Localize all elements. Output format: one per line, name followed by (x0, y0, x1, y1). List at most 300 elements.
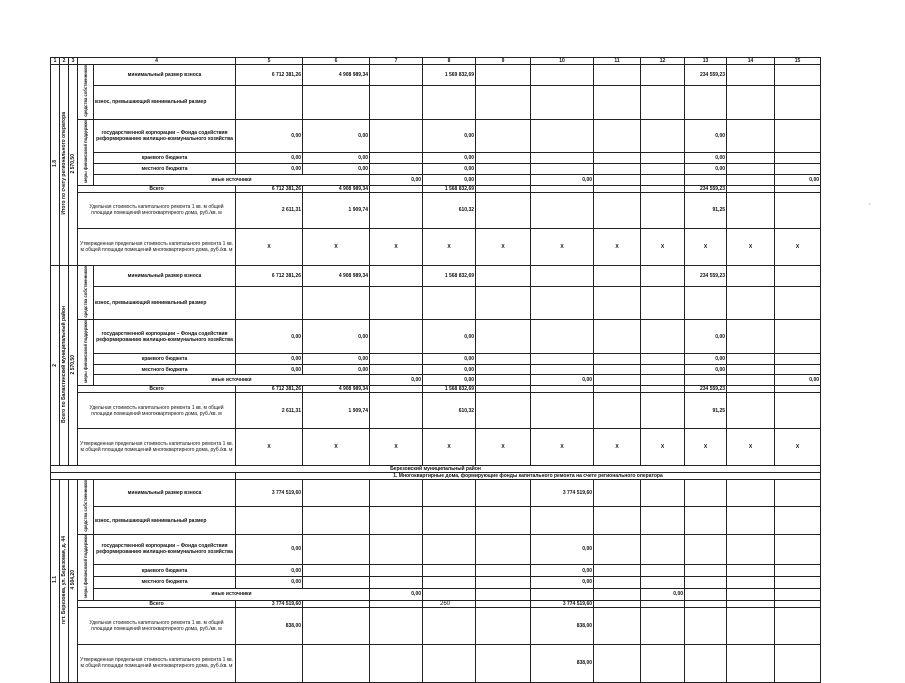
value-cell (476, 607, 531, 644)
row-label: краевого бюджета (94, 153, 236, 164)
header-cell: 13 (685, 58, 727, 65)
value-cell (775, 507, 821, 534)
value-cell (641, 320, 685, 354)
value-cell: 0,00 (775, 375, 821, 386)
value-cell (531, 320, 594, 354)
value-cell: X (476, 228, 531, 265)
row-label: иные источники (94, 174, 370, 185)
value-cell (775, 644, 821, 682)
value-cell (476, 164, 531, 175)
row-label: иные источники (94, 375, 370, 386)
value-cell (370, 565, 423, 577)
value-cell (531, 65, 594, 86)
header-cell: 4 (78, 58, 236, 65)
value-cell (370, 576, 423, 588)
value-cell (727, 185, 775, 192)
value-cell (370, 192, 423, 228)
value-cell (641, 480, 685, 507)
value-cell (303, 534, 370, 564)
house-area (69, 480, 78, 683)
value-cell (727, 119, 775, 153)
value-cell (236, 286, 303, 319)
value-cell (685, 375, 727, 386)
value-cell (775, 286, 821, 319)
value-cell: 0,00 (685, 119, 727, 153)
value-cell (775, 600, 821, 607)
value-cell (641, 375, 685, 386)
value-cell (423, 588, 476, 600)
row-label: минимальный размер взноса (94, 265, 236, 286)
value-cell (303, 86, 370, 119)
value-cell (423, 507, 476, 534)
row-label: Утвержденная предельная стоимость капитального ремонта 1 кв. м общей площади помещений многоквартирного дома, руб./кв. м (78, 644, 236, 682)
header-cell: 3 (69, 58, 78, 65)
value-cell: 0,00 (303, 364, 370, 375)
value-cell (775, 265, 821, 286)
owner-funds-text: средства собственников (83, 65, 88, 117)
owner-funds-text: средства собственников (83, 480, 88, 532)
row-label: Утвержденная предельная стоимость капитального ремонта 1 кв. м общей площади помещений многоквартирного дома, руб./кв. м (78, 228, 236, 265)
row-label: Удельная стоимость капитального ремонта 1 кв. м общей площади помещений многоквартирного дома, руб./кв. м (78, 192, 236, 228)
value-cell (775, 153, 821, 164)
value-cell (303, 480, 370, 507)
value-cell (423, 534, 476, 564)
value-cell: X (775, 228, 821, 265)
data-row (51, 265, 821, 286)
house-name-text: Всего по Балахтинский муниципальный район (61, 305, 67, 423)
value-cell (594, 353, 641, 364)
data-row (51, 153, 821, 164)
data-row (51, 86, 821, 119)
value-cell (641, 534, 685, 564)
value-cell: 0,00 (236, 353, 303, 364)
value-cell (370, 86, 423, 119)
house-name (60, 265, 69, 466)
value-cell: 0,00 (685, 164, 727, 175)
value-cell (727, 286, 775, 319)
value-cell: X (531, 228, 594, 265)
value-cell: 0,00 (423, 119, 476, 153)
value-cell: 0,00 (531, 534, 594, 564)
value-cell (641, 600, 685, 607)
data-row (51, 119, 821, 153)
data-row (51, 386, 821, 393)
row-label: краевого бюджета (94, 353, 236, 364)
data-row (51, 607, 821, 644)
value-cell (594, 534, 641, 564)
header-cell: 7 (370, 58, 423, 65)
value-cell (685, 174, 727, 185)
value-cell (303, 286, 370, 319)
value-cell (370, 353, 423, 364)
value-cell (685, 480, 727, 507)
value-cell (685, 565, 727, 577)
value-cell: X (641, 228, 685, 265)
value-cell: 3 774 519,60 (531, 600, 594, 607)
value-cell (727, 386, 775, 393)
value-cell (531, 153, 594, 164)
value-cell (370, 600, 423, 607)
district-title: Березовский муниципальный район (51, 466, 821, 473)
value-cell (727, 174, 775, 185)
data-row (51, 174, 821, 185)
value-cell (476, 119, 531, 153)
value-cell (727, 600, 775, 607)
value-cell (476, 192, 531, 228)
value-cell: 1 568 832,69 (423, 185, 476, 192)
value-cell (727, 393, 775, 429)
value-cell: 3 774 519,60 (236, 480, 303, 507)
value-cell (685, 600, 727, 607)
value-cell (303, 576, 370, 588)
value-cell (594, 86, 641, 119)
header-cell: 8 (423, 58, 476, 65)
value-cell: 0,00 (236, 534, 303, 564)
value-cell: 6 712 381,26 (236, 185, 303, 192)
value-cell: 0,00 (303, 164, 370, 175)
value-cell (531, 164, 594, 175)
data-row (51, 185, 821, 192)
value-cell (594, 375, 641, 386)
header-cell: 11 (594, 58, 641, 65)
value-cell (641, 164, 685, 175)
value-cell: 0,00 (236, 364, 303, 375)
row-label: взнос, превышающий минимальный размер (94, 507, 236, 534)
value-cell: 0,00 (531, 375, 594, 386)
value-cell (727, 480, 775, 507)
header-cell: 9 (476, 58, 531, 65)
value-cell (531, 86, 594, 119)
value-cell: 610,32 (423, 393, 476, 429)
section-spacer (51, 473, 236, 480)
value-cell (476, 286, 531, 319)
value-cell (423, 607, 476, 644)
value-cell (476, 185, 531, 192)
district-row (51, 466, 821, 473)
value-cell (641, 265, 685, 286)
value-cell: 0,00 (423, 364, 476, 375)
value-cell: 6 712 381,26 (236, 386, 303, 393)
value-cell (303, 600, 370, 607)
value-cell (370, 119, 423, 153)
value-cell (476, 480, 531, 507)
value-cell (594, 386, 641, 393)
value-cell (594, 644, 641, 682)
value-cell (685, 286, 727, 319)
value-cell: X (641, 429, 685, 466)
data-row (51, 286, 821, 319)
value-cell (727, 576, 775, 588)
value-cell (775, 164, 821, 175)
value-cell (476, 265, 531, 286)
section-title: 1. Многоквартирные дома, формирующие фонды капитального ремонта на счете регионального оператора (236, 473, 821, 480)
value-cell (641, 393, 685, 429)
value-cell (531, 393, 594, 429)
owner-funds-group (78, 65, 94, 120)
value-cell: 0,00 (303, 320, 370, 354)
value-cell (727, 192, 775, 228)
value-cell: 0,00 (303, 153, 370, 164)
value-cell: 1 568 832,69 (423, 265, 476, 286)
row-label: Всего (78, 185, 236, 192)
value-cell (641, 185, 685, 192)
value-cell (727, 607, 775, 644)
value-cell (775, 185, 821, 192)
value-cell (727, 644, 775, 682)
header-cell: 10 (531, 58, 594, 65)
value-cell (370, 164, 423, 175)
house-area-text: 2 570,50 (70, 154, 76, 174)
data-row (51, 644, 821, 682)
value-cell (476, 534, 531, 564)
value-cell (594, 192, 641, 228)
value-cell: 0,00 (236, 164, 303, 175)
value-cell (476, 600, 531, 607)
owner-funds-group (78, 265, 94, 320)
value-cell: X (685, 429, 727, 466)
value-cell (370, 286, 423, 319)
value-cell (476, 588, 531, 600)
value-cell: 0,00 (531, 576, 594, 588)
data-row (51, 164, 821, 175)
house-name (60, 65, 69, 266)
value-cell (727, 86, 775, 119)
value-cell (641, 364, 685, 375)
data-row (51, 393, 821, 429)
value-cell: 0,00 (775, 174, 821, 185)
value-cell (775, 119, 821, 153)
row-label: Удельная стоимость капитального ремонта 1 кв. м общей площади помещений многоквартирного дома, руб./кв. м (78, 607, 236, 644)
value-cell (423, 86, 476, 119)
data-row (51, 576, 821, 588)
value-cell (727, 364, 775, 375)
house-area-text: 2 570,50 (70, 354, 76, 375)
value-cell (531, 353, 594, 364)
row-label: минимальный размер взноса (94, 480, 236, 507)
row-label: Всего (78, 600, 236, 607)
data-row (51, 534, 821, 564)
value-cell: X (370, 228, 423, 265)
value-cell (370, 65, 423, 86)
value-cell: X (727, 429, 775, 466)
value-cell (423, 644, 476, 682)
value-cell (476, 174, 531, 185)
row-label: государственной корпорации – Фонда содействия реформированию жилищно-коммунального хозяйства (94, 534, 236, 564)
value-cell (641, 153, 685, 164)
value-cell (531, 507, 594, 534)
data-row (51, 65, 821, 86)
value-cell (775, 364, 821, 375)
value-cell: 0,00 (423, 353, 476, 364)
value-cell (370, 320, 423, 354)
header-cell: 15 (775, 58, 821, 65)
value-cell (476, 65, 531, 86)
value-cell (476, 386, 531, 393)
value-cell (594, 153, 641, 164)
value-cell (303, 607, 370, 644)
value-cell (727, 375, 775, 386)
row-label: Утвержденная предельная стоимость капитального ремонта 1 кв. м общей площади помещений многоквартирного дома, руб./кв. м (78, 429, 236, 466)
value-cell (594, 119, 641, 153)
value-cell (641, 65, 685, 86)
value-cell: 0,00 (236, 119, 303, 153)
value-cell (531, 286, 594, 319)
house-name-text: Итого по счету регионального оператора (61, 112, 67, 216)
value-cell (594, 588, 641, 600)
value-cell (594, 576, 641, 588)
value-cell (423, 286, 476, 319)
value-cell (370, 185, 423, 192)
data-row (51, 600, 821, 607)
value-cell (594, 174, 641, 185)
house-area (69, 65, 78, 266)
value-cell (775, 65, 821, 86)
value-cell (685, 534, 727, 564)
value-cell (236, 644, 303, 682)
value-cell: 0,00 (641, 588, 685, 600)
value-cell: 0,00 (685, 353, 727, 364)
value-cell: 0,00 (685, 153, 727, 164)
value-cell: 0,00 (423, 153, 476, 164)
value-cell: 2 611,31 (236, 393, 303, 429)
value-cell (727, 65, 775, 86)
value-cell (641, 286, 685, 319)
item-number (51, 65, 60, 266)
value-cell (370, 480, 423, 507)
house-area (69, 265, 78, 466)
value-cell (641, 119, 685, 153)
value-cell (727, 153, 775, 164)
value-cell: X (531, 429, 594, 466)
value-cell: 838,00 (531, 607, 594, 644)
value-cell (641, 644, 685, 682)
row-label: взнос, превышающий минимальный размер (94, 86, 236, 119)
value-cell (641, 192, 685, 228)
row-label: местного бюджета (94, 364, 236, 375)
value-cell (531, 119, 594, 153)
value-cell (370, 393, 423, 429)
value-cell (727, 534, 775, 564)
value-cell (423, 480, 476, 507)
value-cell (594, 600, 641, 607)
value-cell: X (594, 429, 641, 466)
row-label: государственной корпорации – Фонда содействия реформированию жилищно-коммунального хозяйства (94, 320, 236, 354)
value-cell: 3 774 519,60 (531, 480, 594, 507)
value-cell: X (236, 228, 303, 265)
support-group (78, 534, 94, 600)
value-cell: 1 909,74 (303, 192, 370, 228)
data-row (51, 429, 821, 466)
data-row (51, 480, 821, 507)
data-row (51, 320, 821, 354)
value-cell (370, 265, 423, 286)
value-cell (685, 644, 727, 682)
header-cell: 14 (727, 58, 775, 65)
value-cell: 91,25 (685, 192, 727, 228)
value-cell: X (594, 228, 641, 265)
value-cell: 0,00 (531, 174, 594, 185)
value-cell: 2 611,31 (236, 192, 303, 228)
value-cell: 234 559,23 (685, 185, 727, 192)
value-cell (641, 386, 685, 393)
data-row (51, 228, 821, 265)
value-cell: 0,00 (423, 320, 476, 354)
value-cell (641, 86, 685, 119)
value-cell (531, 588, 594, 600)
value-cell (476, 364, 531, 375)
value-cell (727, 507, 775, 534)
value-cell (775, 386, 821, 393)
page-number: 260 (440, 601, 451, 607)
value-cell (476, 320, 531, 354)
value-cell (685, 86, 727, 119)
row-label: государственной корпорации – Фонда содействия реформированию жилищно-коммунального хозяйства (94, 119, 236, 153)
value-cell (727, 588, 775, 600)
value-cell: 0,00 (303, 119, 370, 153)
item-number-text: 2 (52, 363, 58, 367)
value-cell: 0,00 (531, 565, 594, 577)
value-cell: 4 908 989,34 (303, 386, 370, 393)
value-cell (476, 153, 531, 164)
value-cell (775, 86, 821, 119)
value-cell (236, 507, 303, 534)
value-cell (476, 644, 531, 682)
value-cell (303, 644, 370, 682)
value-cell (641, 607, 685, 644)
value-cell: X (775, 429, 821, 466)
support-text: меры финансовой поддержки (83, 320, 88, 384)
value-cell (685, 507, 727, 534)
value-cell: X (476, 429, 531, 466)
value-cell: 0,00 (370, 375, 423, 386)
value-cell: 4 908 989,34 (303, 185, 370, 192)
value-cell: 4 908 989,34 (303, 65, 370, 86)
data-row (51, 565, 821, 577)
value-cell: 0,00 (423, 375, 476, 386)
owner-funds-group (78, 480, 94, 535)
item-number (51, 265, 60, 466)
value-cell (594, 393, 641, 429)
value-cell (775, 353, 821, 364)
value-cell (685, 576, 727, 588)
support-text: меры финансовой поддержки (83, 119, 88, 183)
header-cell: 5 (236, 58, 303, 65)
support-group (78, 119, 94, 185)
value-cell (641, 565, 685, 577)
value-cell (775, 480, 821, 507)
value-cell: 234 559,23 (685, 386, 727, 393)
value-cell (531, 185, 594, 192)
value-cell: 3 774 519,60 (236, 600, 303, 607)
value-cell (775, 607, 821, 644)
row-label: взнос, превышающий минимальный размер (94, 286, 236, 319)
value-cell: X (303, 228, 370, 265)
value-cell (303, 565, 370, 577)
value-cell (594, 185, 641, 192)
value-cell: 0,00 (685, 320, 727, 354)
value-cell (370, 534, 423, 564)
house-area-text: 4 504,20 (70, 570, 76, 590)
value-cell (641, 507, 685, 534)
data-row (51, 375, 821, 386)
value-cell (370, 153, 423, 164)
value-cell (476, 86, 531, 119)
value-cell: 0,00 (423, 164, 476, 175)
value-cell: X (727, 228, 775, 265)
value-cell (641, 353, 685, 364)
value-cell: 0,00 (423, 174, 476, 185)
data-row (51, 353, 821, 364)
